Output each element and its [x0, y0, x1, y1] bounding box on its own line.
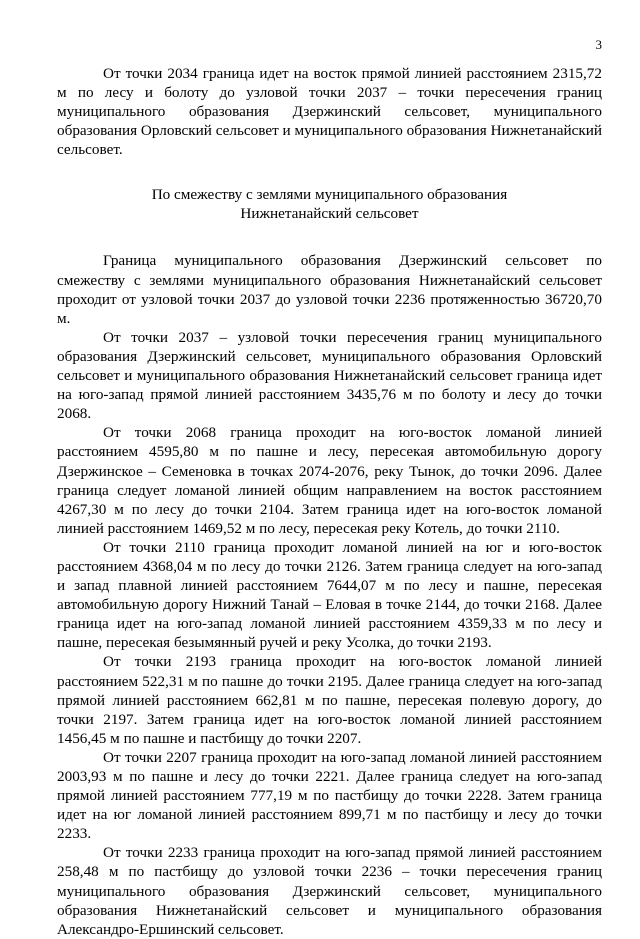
section-heading-line: Нижнетанайский сельсовет	[240, 205, 419, 223]
paragraph: От точки 2037 – узловой точки пересечения границ муниципального образования Дзержинский сельсовет, муниципального образования Орловский сельсовет и муниципального образования Нижнетанайский сельсовет граница идет на юго-запад прямой линией расстоянием 3435,76 м по болоту и лесу до точки 2068.	[57, 328, 602, 423]
paragraph: От точки 2207 граница проходит на юго-запад ломаной линией расстоянием 2003,93 м по пашне и лесу до точки 2221. Далее граница следует на юго-запад прямой линией расстоянием 777,19 м по пастбищу до точки 2228. Затем граница идет на юг ломаной линией расстоянием 899,71 м по пастбищу и лесу до точки 2233.	[57, 748, 602, 843]
paragraph: От точки 2068 граница проходит на юго-восток ломаной линией расстоянием 4595,80 м по пашне и лесу, пересекая автомобильную дорогу Дзержинское – Семеновка в точках 2074-2076, реку Тынок, до точки 2096. Далее граница следует ломаной линией общим направлением на восток расстоянием 4267,30 м по лесу до точки 2104. Затем граница идет на юго-восток ломаной линией расстоянием 1469,52 м по лесу, пересекая реку Котель, до точки 2110.	[57, 424, 602, 537]
paragraph: От точки 2233 граница проходит на юго-запад прямой линией расстоянием 258,48 м по пастбищу до узловой точки 2236 – точки пересечения границ муниципального образования Дзержинский сельсовет, муниципального образования Нижнетанайский сельсовет и муниципального образования Александро-Ершинский сельсовет.	[57, 844, 602, 938]
paragraph: От точки 2110 граница проходит ломаной линией на юг и юго-восток расстоянием 4368,04 м по лесу до точки 2126. Затем граница следует на юго-запад и запад плавной линией расстоянием 7644,07 м по лесу и пашне, пересекая автомобильную дорогу Нижний Танай – Еловая в точке 2144, до точки 2168. Далее граница идет на юго-запад ломаной линией расстоянием 4359,33 м по лесу и пашне, пересекая безымянный ручей и реку Усолка, до точки 2193.	[57, 538, 602, 652]
paragraph: От точки 2034 граница идет на восток прямой линией расстоянием 2315,72 м по лесу и болоту до узловой точки 2037 – точки пересечения границ муниципального образования Дзержинский сельсовет, муниципального образования Орловский сельсовет и муниципального образования Нижнетанайский сельсовет.	[57, 65, 602, 159]
section-heading-line: По смежеству с землями муниципального образования	[151, 186, 508, 204]
paragraph: Граница муниципального образования Дзержинский сельсовет по смежеству с землями муниципального образования Нижнетанайский сельсовет проходит от узловой точки 2037 до узловой точки 2236 протяженностью 36720,70 м.	[57, 252, 602, 327]
section-heading	[57, 185, 602, 223]
page-number: 3	[595, 37, 602, 52]
document-body	[57, 64, 602, 939]
paragraph: От точки 2193 граница проходит на юго-восток ломаной линией расстоянием 522,31 м по пашне до точки 2195. Далее граница следует на юго-запад прямой линией расстоянием 662,81 м по пашне, пересекая полевую дорогу, до точки 2197. Затем граница идет на юго-восток ломаной линией расстоянием 1456,45 м по пашне и пастбищу до точки 2207.	[57, 653, 602, 747]
